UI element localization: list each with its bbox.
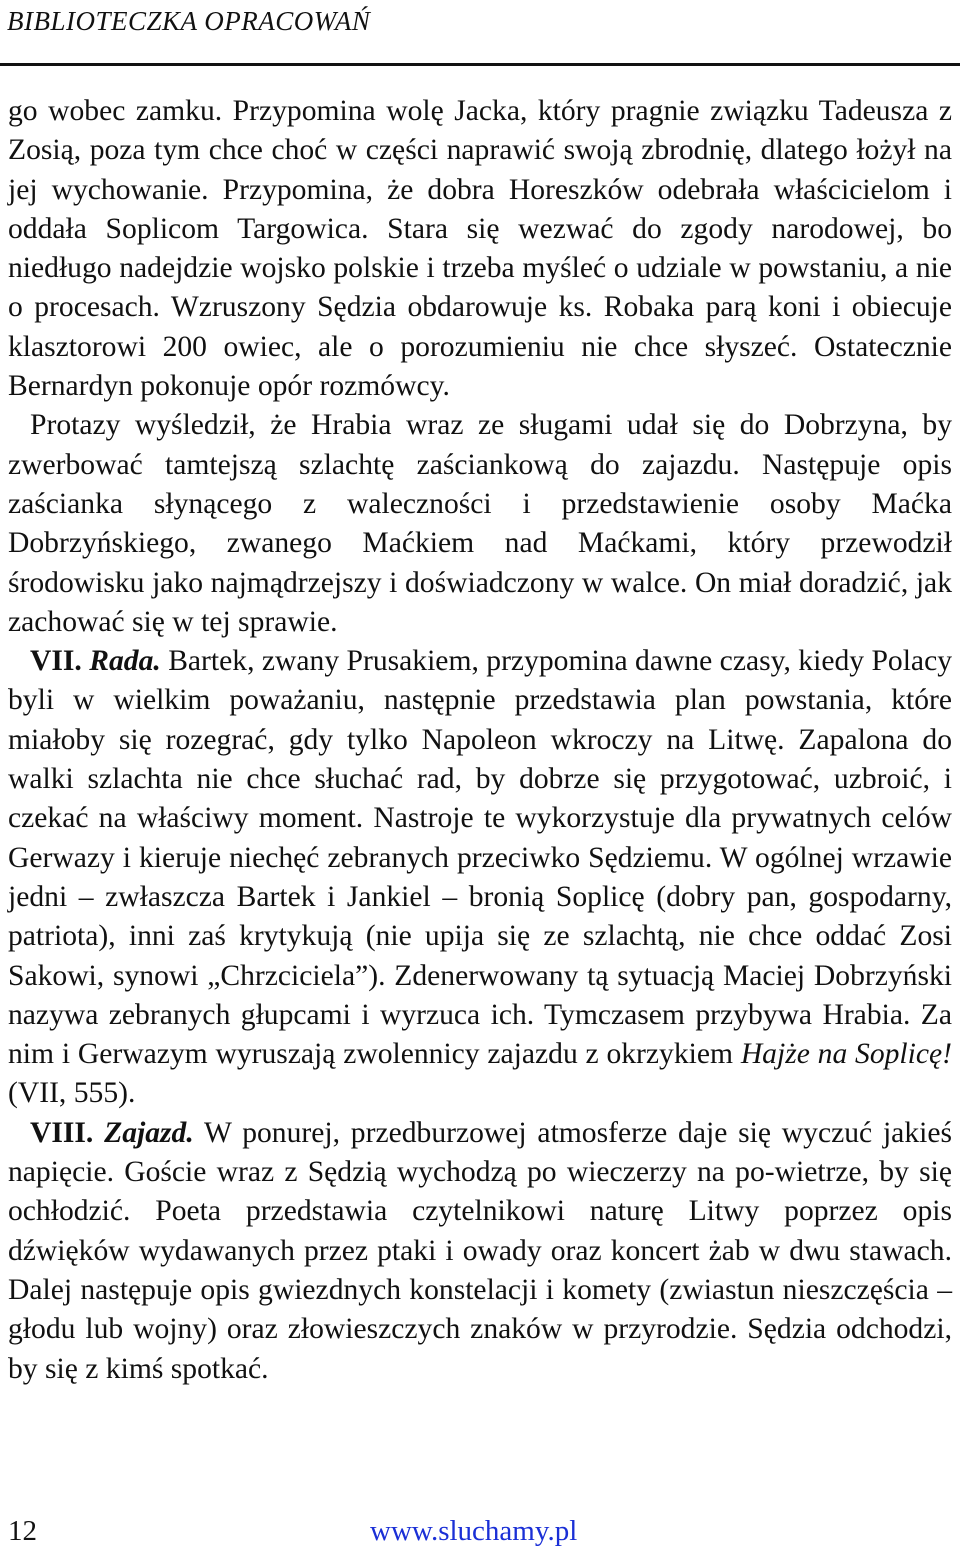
website-link[interactable]: www.sluchamy.pl	[370, 1515, 578, 1547]
section-viii-zajazd	[8, 1114, 952, 1389]
section-title: Rada.	[89, 645, 161, 678]
paragraph-protazy	[8, 406, 952, 642]
section-vii-rada	[8, 642, 952, 1114]
paragraph-text: Bartek, zwany Prusakiem, przypomina dawne czasy, kiedy Polacy byli w wielkim poważaniu, następnie przedstawia plan powstania, które miałoby się rozegrać, gdy tylko Napoleon wkroczy na Litwę. Zapalona do walki szlachta nie chce słuchać rad, by dobrze się przygotować, uzbroić, i czekać na właściwy moment. Nastroje te wykorzystuje dla prywatnych celów Gerwazy i kieruje niechęć zebranych przeciwko Sędziemu. W ogólnej wrzawie jedni – zwłaszcza Bartek i Jankiel – bronią Soplicę (dobry pan, gospodarny, patriota), inni zaś krytykują (nie upija się ze szlachtą, nie chce oddać Zosi Sakowi, synowi „Chrzciciela”). Zdenerwowany tą sytuacją Maciej Dobrzyński nazywa zebranych głupcami i wyrzuca ich. Tymczasem przybywa Hrabia. Za nim i Gerwazym wyruszają zwolennicy zajazdu z okrzykiem	[8, 645, 952, 1071]
main-text	[8, 92, 952, 1389]
page-number: 12	[8, 1515, 37, 1547]
header-divider	[0, 63, 960, 66]
quoted-exclamation: Hajże na Soplicę!	[740, 1038, 952, 1071]
paragraph-text: go wobec zamku. Przypomina wolę Jacka, który pragnie związku Tadeusza z Zosią, poza tym chce choć w części naprawić swoją zbrodnię, dlatego łożył na jej wychowanie. Przypomina, że dobra Horeszków odebrała właścicielom i oddała Soplicom Targowica. Stara się wezwać do zgody narodowej, bo niedługo nadejdzie wojsko polskie i trzeba myśleć o udziale w powstaniu, a nie o procesach. Wzruszony Sędzia obdarowuje ks. Robaka parą koni i obiecuje klasztorowi 200 owiec, ale o porozumieniu nie chce słyszeć. Ostatecznie Bernardyn pokonuje opór rozmówcy.	[8, 95, 952, 403]
section-number: VII.	[30, 645, 82, 678]
paragraph-text: W ponurej, przedburzowej atmosferze daje się wyczuć jakieś napięcie. Goście wraz z Sędzią wychodzą po wieczerzy na po-wietrze, by się ochłodzić. Poeta przedstawia czytelnikowi naturę Litwy poprzez opis dźwięków wydawanych przez ptaki i owady oraz koncert żab w dwu stawach. Dalej następuje opis gwiezdnych konstelacji i komety (zwiastun nieszczęścia – głodu lub wojny) oraz złowieszczych znaków w przyrodzie. Sędzia odchodzi, by się z kimś spotkać.	[8, 1116, 952, 1385]
running-header: BIBLIOTECZKA OPRACOWAŃ	[7, 6, 371, 36]
paragraph-continuation	[8, 92, 952, 406]
paragraph-text: Protazy wyśledził, że Hrabia wraz ze sługami udał się do Dobrzyna, by zwerbować tamtejszą szlachtę zaściankową do zajazdu. Następuje opis zaścianka słynącego z waleczności i przedstawienie osoby Maćka Dobrzyńskiego, zwanego Maćkiem nad Maćkami, który przewodził środowisku jako najmądrzejszy i doświadczony w walce. On miał doradzić, jak zachować się w tej sprawie.	[8, 409, 952, 638]
section-title: Zajazd.	[104, 1116, 194, 1149]
citation-reference: (VII, 555).	[8, 1077, 136, 1110]
section-number: VIII.	[30, 1116, 94, 1149]
